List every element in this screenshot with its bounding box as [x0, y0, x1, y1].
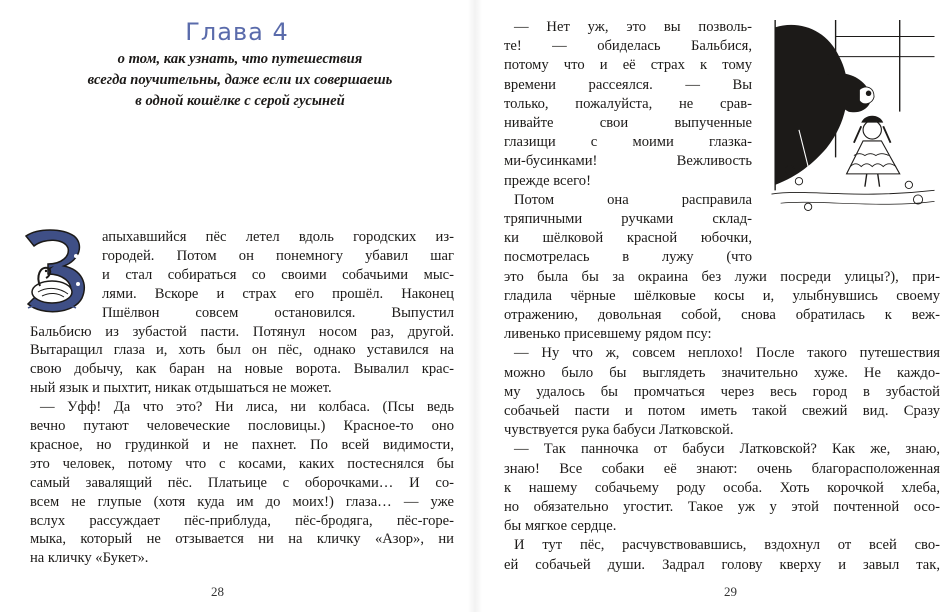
text-line: потому что и её страх к тому [504, 57, 752, 74]
chapter-subtitle-line: в одной кошёлке с серой гусыней [135, 93, 345, 109]
left-page-body [30, 228, 454, 588]
text-line: ный язык и пыхтит, никак отдышаться не может. [30, 380, 332, 397]
chapter-subtitle [30, 49, 450, 112]
text-line: тряпичными ручками склад- [504, 211, 752, 227]
text-line: И тут пёс, расчувствовавшись, вздохнул от всей сво- [514, 537, 940, 554]
text-line: мыка, который не отзывается ни на кличку «Азор», ни [30, 531, 454, 548]
text-line: времени рассеялся. — Вы [504, 76, 752, 93]
text-line: только, пожалуйста, не срав- [504, 95, 752, 112]
text-line: му удалось бы промчаться через весь город в зубастой [504, 383, 940, 400]
text-line: самый завалящий пёс. Платьице с оборочками… И со- [30, 474, 454, 491]
text-line: лями. Вскоре и страх его прошёл. Наконец [102, 285, 454, 302]
text-line: вслух рассуждает пёс-приблуда, пёс-бродяга, пёс-горе- [30, 512, 454, 529]
text-line: знаю! Все собаки её знают: очень благорасположенная [504, 460, 940, 477]
text-line: апыхавшийся пёс летел вдоль городских из- [102, 229, 454, 245]
text-line: собачьей пасти и потом иметь такой свежий вид. Сразу [504, 403, 940, 419]
text-line: это была бы за окраина без лужи посреди улицы?), при- [504, 268, 940, 285]
text-line: Пшёлвон совсем остановился. Выпустил [102, 304, 454, 321]
text-line: Бальбисю из зубастой пасти. Потянул носом раз, другой. [30, 323, 454, 340]
chapter-title: Глава 4 [185, 18, 289, 46]
text-line: — Так панночка от бабуси Латковской? Как же, знаю, [514, 441, 940, 458]
text-line: к нашему собачьему роду особа. Хоть корочкой хлеба, [504, 479, 940, 496]
text-line: можно было бы выглядеть значительно хуже. Не каждо- [504, 364, 940, 381]
text-line: ми-бусинками! Вежливость [504, 153, 752, 170]
chapter-subtitle-line: всегда поучительны, даже если их совершаешь [87, 72, 393, 88]
text-line: ливенько присевшему рядом псу: [504, 326, 712, 343]
text-line: бы мягкое сердце. [504, 518, 617, 535]
text-line: ей собачьей души. Задрал голову кверху и завыл так, [504, 556, 940, 573]
text-line: гладила чёрные шёлковые косы и, улыбнувшись своему [504, 287, 940, 304]
text-line: свою добычу, как баран на новые ворота. Вывалил крас- [30, 361, 454, 378]
page-number: 28 [211, 584, 224, 599]
chapter-subtitle-line: о том, как узнать, что путешествия [117, 51, 363, 67]
text-line: те! — обиделась Бальбися, [504, 38, 752, 55]
text-line: — Ну что ж, совсем неплохо! После такого путешествия [514, 345, 940, 362]
text-line: прежде всего! [504, 172, 591, 189]
text-line: нивайте свои выпученные [504, 115, 752, 131]
text-line: — Нет уж, это вы позволь- [514, 19, 752, 35]
text-line: глазищи с моими глазка- [504, 134, 752, 151]
text-line: посмотрелась в лужу (что [504, 249, 752, 266]
text-line: но обязательно угостит. Такое уж у этой почтенной осо- [504, 499, 940, 515]
text-line: ки шёлковой красной юбочки, [504, 230, 752, 247]
text-line: вечно путают человеческие пословицы.) Красное-то оно [30, 418, 454, 434]
text-line: Потом она расправила [514, 191, 752, 208]
right-page [474, 0, 948, 612]
text-line: всем не глупые (хотя куда им до моих!) глаза… — уже [30, 493, 454, 510]
text-line: это человек, потому что с косами, каких постеснялся бы [30, 455, 454, 472]
text-line: и стал собираться со своими собачьими мыс- [102, 266, 454, 283]
text-line: — Уфф! Да что это? Ни лиса, ни колбаса. (Псы ведь [40, 399, 454, 416]
text-line: на кличку «Букет». [30, 550, 149, 567]
text-line: чувствуется рука бабуси Латковской. [504, 422, 734, 439]
text-line: отражению, довольная собой, снова обратилась к веж- [504, 307, 940, 323]
right-page-body [504, 18, 940, 578]
text-line: Вытаращил глаза и, хоть был он пёс, однако уставился на [30, 342, 454, 359]
page-number: 29 [724, 584, 737, 599]
text-line: красное, но грудинкой и не пахнет. По всей видимости, [30, 436, 454, 453]
text-line: городей. Потом он понемногу убавил шаг [102, 247, 454, 264]
